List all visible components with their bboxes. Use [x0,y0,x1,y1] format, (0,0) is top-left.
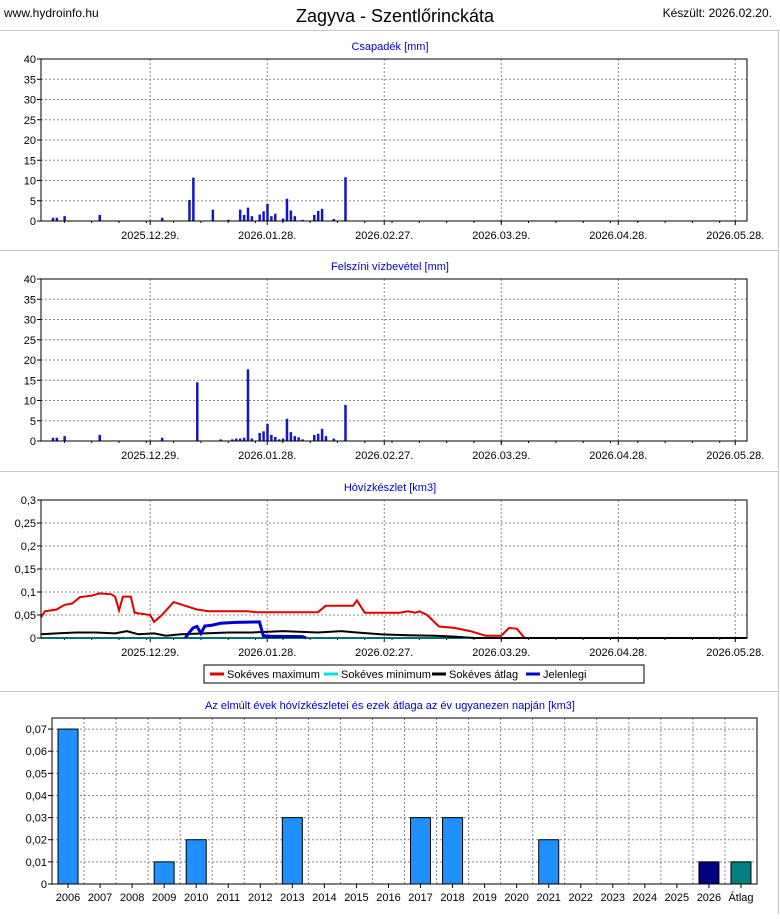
y-tick-label: 0,06 [25,746,47,759]
precip-bar [286,199,289,221]
y-tick-label: 0,25 [14,518,36,530]
x-tick-label: 2026.01.28. [238,647,297,659]
x-tick-label: 2012 [248,892,273,904]
precip-bar [321,209,324,221]
precip-bar [212,210,215,221]
y-tick-label: 0,04 [25,790,47,803]
yearly-snow-panel [0,691,779,914]
y-tick-label: 40 [23,274,36,286]
y-tick-label: 10 [23,175,36,188]
y-tick-label: 5 [29,195,36,208]
y-tick-label: 15 [23,155,36,168]
x-tick-label: 2026.01.28. [238,230,297,242]
y-tick-label: 20 [23,355,36,367]
y-tick-label: 35 [23,294,36,307]
precip-bar [294,216,297,221]
created-date: Készült: 2026.02.20. [662,6,772,20]
x-tick-label: 2026.05.28. [706,647,765,659]
precip-bar [266,424,269,441]
precip-bar [266,204,269,221]
x-tick-label: 2025 [664,892,690,904]
x-tick-label: 2007 [87,892,113,904]
x-tick-label: 2021 [536,892,561,904]
precipitation-chart [0,31,778,249]
legend-label: Sokéves maximum [227,669,320,681]
x-tick-label: 2008 [119,892,145,904]
x-tick-label: 2025.12.29. [121,450,180,462]
x-tick-label: 2026.05.28. [706,450,765,462]
precip-bar [286,419,289,441]
year-bar [699,862,719,884]
precip-bar [192,178,195,221]
x-tick-label: 2013 [280,892,305,904]
surface-water-panel [0,250,779,470]
x-tick-label: 2026 [696,892,722,904]
x-tick-label: 2026.03.29. [472,450,531,462]
y-tick-label: 0,05 [14,610,36,622]
x-tick-label: 2026.02.27. [355,450,414,462]
precip-bar [258,215,261,221]
precip-bar [262,211,265,221]
year-bar [539,840,559,884]
y-tick-label: 0,03 [25,812,47,825]
y-tick-label: 0 [29,436,36,448]
precip-bar [344,177,347,221]
precip-bar [243,215,246,221]
precipitation-panel [0,30,779,249]
page-title: Zagyva - Szentlőrinckáta [295,6,495,26]
x-tick-label: 2025.12.29. [121,230,180,242]
precip-bar [274,214,277,221]
legend-label: Jelenlegi [543,669,587,681]
x-tick-label: 2026.05.28. [706,230,765,242]
precip-bar [297,437,300,441]
x-tick-label: 2016 [376,892,401,904]
precip-bar [258,433,261,441]
y-tick-label: 20 [23,135,36,147]
y-tick-label: 35 [23,74,36,87]
year-bar [282,818,302,884]
x-tick-label: Átlag [728,892,754,904]
year-bar [58,729,78,884]
precip-bar [317,211,320,221]
precip-bar [270,216,273,221]
x-tick-label: 2023 [600,892,626,904]
precip-bar [321,429,324,441]
x-tick-label: 2026.02.27. [355,230,414,242]
chart-title: Felszíni vízbevétel [mm] [331,261,449,273]
x-tick-label: 2020 [504,892,529,904]
x-tick-label: 2026.04.28. [589,230,648,242]
x-tick-label: 2025.12.29. [121,647,180,659]
y-tick-label: 10 [23,395,36,408]
y-tick-label: 0 [29,633,36,645]
precip-bar [313,435,316,441]
snow-water-chart [0,472,778,690]
y-tick-label: 0 [40,879,47,891]
precip-bar [290,432,293,441]
y-tick-label: 25 [23,334,36,347]
precip-bar [270,435,273,441]
precip-bar [344,405,347,441]
legend-label: Sokéves átlag [449,669,519,681]
snow-water-panel [0,471,779,690]
legend-label: Sokéves minimum [341,669,431,681]
x-tick-label: 2026.04.28. [589,450,648,462]
precip-bar [188,200,191,221]
y-tick-label: 30 [23,94,36,107]
y-tick-label: 0,05 [25,768,47,781]
year-bar [186,840,206,884]
precip-bar [247,369,250,441]
x-tick-label: 2019 [472,892,497,904]
precip-bar [63,436,66,441]
year-bar [731,862,751,884]
x-tick-label: 2024 [632,892,658,904]
precip-bar [247,208,250,221]
chart-title: Csapadék [mm] [351,41,429,53]
x-tick-label: 2026.03.29. [472,647,531,659]
x-tick-label: 2014 [312,892,337,904]
precip-bar [99,435,102,441]
precip-bar [262,431,265,441]
x-tick-label: 2026.03.29. [472,230,531,242]
year-bar [154,862,174,884]
x-tick-label: 2022 [568,892,593,904]
precip-bar [274,437,277,441]
x-tick-label: 2018 [440,892,465,904]
x-tick-label: 2009 [151,892,177,904]
surface-water-chart [0,251,778,470]
y-tick-label: 0,1 [20,587,36,599]
y-tick-label: 5 [29,415,36,428]
precip-bar [196,382,199,441]
site-name: www.hydroinfo.hu [4,6,99,20]
year-bar [411,818,431,884]
chart-title: Az elmúlt évek hóvízkészletei és ezek átlaga az év ugyanezen napján [km3] [205,700,575,712]
y-tick-label: 0,01 [25,856,47,869]
y-tick-label: 30 [23,314,36,327]
x-tick-label: 2011 [216,892,241,904]
precip-bar [325,436,328,441]
x-tick-label: 2026.02.27. [355,647,414,659]
chart-title: Hóvízkészlet [km3] [343,482,437,494]
x-tick-label: 2017 [408,892,433,904]
y-tick-label: 40 [23,54,36,66]
y-tick-label: 0,3 [20,495,36,507]
y-tick-label: 15 [23,375,36,388]
year-bar [443,818,463,884]
y-tick-label: 0,07 [25,724,47,737]
precip-bar [317,434,320,441]
x-tick-label: 2026.04.28. [589,647,648,659]
yearly-snow-chart [0,692,778,914]
y-tick-label: 0,15 [14,564,36,576]
precip-bar [239,210,242,221]
x-tick-label: 2006 [55,892,81,904]
x-tick-label: 2010 [183,892,209,904]
y-tick-label: 25 [23,114,36,127]
precip-bar [99,215,102,221]
y-tick-label: 0 [29,216,36,228]
precip-bar [294,436,297,441]
y-tick-label: 0,2 [20,541,36,553]
precip-bar [290,210,293,221]
precip-bar [313,215,316,221]
y-tick-label: 0,02 [25,834,47,847]
x-tick-label: 2026.01.28. [238,450,297,462]
x-tick-label: 2015 [344,892,369,904]
precip-bar [63,216,66,221]
precip-bar [251,216,254,221]
